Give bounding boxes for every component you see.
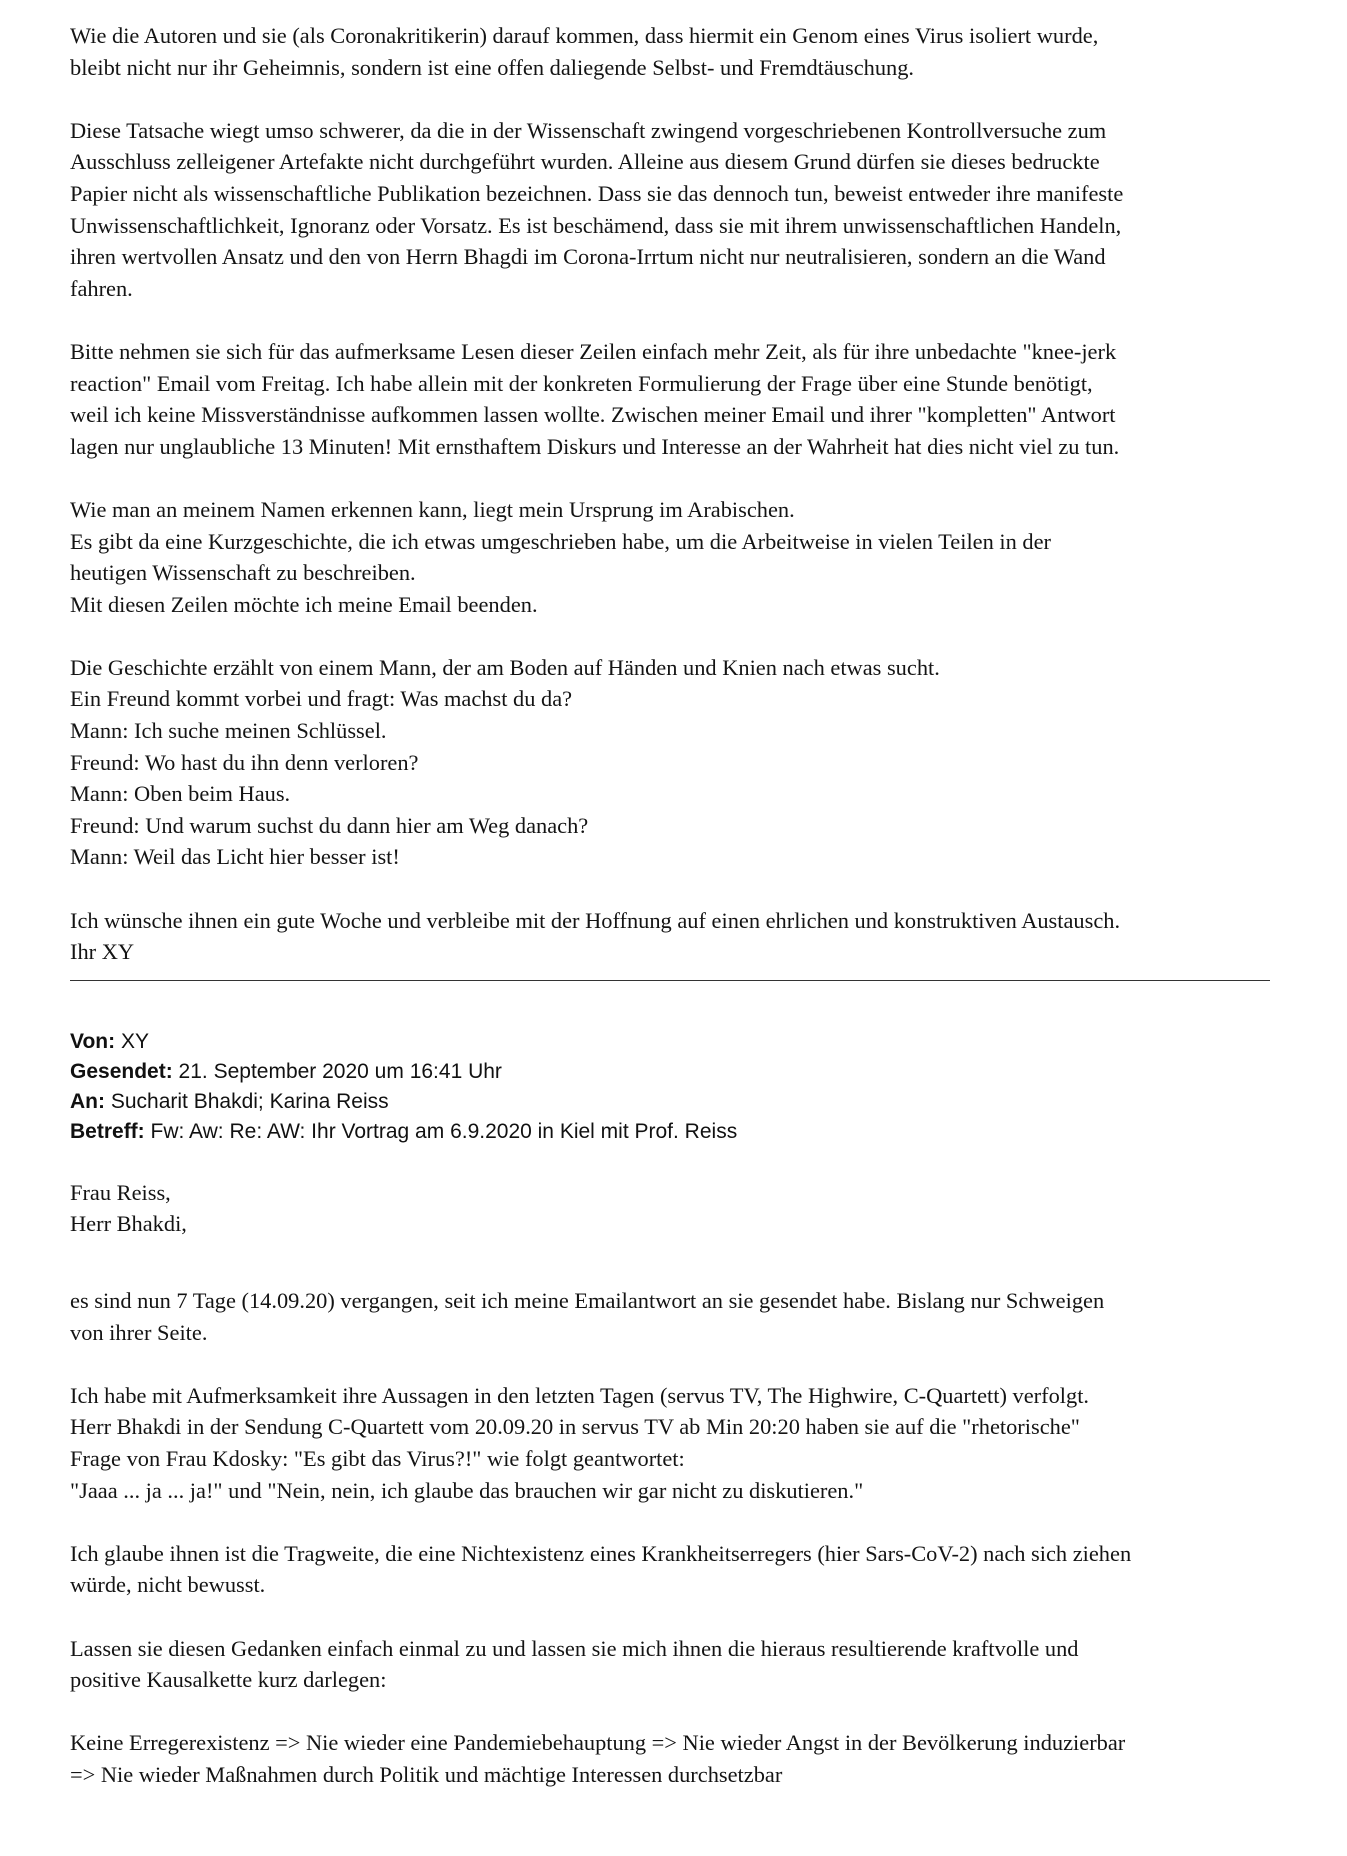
text-line: Es gibt da eine Kurzgeschichte, die ich etwas umgeschrieben habe, um die Arbeitweise in vielen Teilen in der: [70, 528, 1052, 554]
text-line: Die Geschichte erzählt von einem Mann, der am Boden auf Händen und Knien nach etwas sucht.: [70, 654, 940, 680]
text-line: würde, nicht bewusst.: [70, 1572, 266, 1598]
paragraph: [70, 115, 1300, 305]
text-line: Freund: Wo hast du ihn denn verloren?: [70, 749, 419, 775]
text-line: es sind nun 7 Tage (14.09.20) vergangen, seit ich meine Emailantwort an sie gesendet habe. Bislang nur Schweigen: [70, 1288, 1105, 1313]
text-line: von ihrer Seite.: [70, 1319, 208, 1345]
paragraph: [70, 494, 1300, 620]
header-from-label: Von:: [70, 1029, 116, 1053]
header-subject-label: Betreff:: [70, 1119, 145, 1143]
text-line: weil ich keine Missverständnisse aufkommen lassen wollte. Zwischen meiner Email und ihrer "kompletten" Antwort: [70, 402, 1116, 428]
paragraph: [70, 1538, 1300, 1601]
text-line: Wie man an meinem Namen erkennen kann, liegt mein Ursprung im Arabischen.: [70, 496, 795, 522]
text-line: Diese Tatsache wiegt umso schwerer, da die in der Wissenschaft zwingend vorgeschriebenen Kontrollversuche zum: [70, 117, 1107, 143]
text-line: Ein Freund kommt vorbei und fragt: Was machst du da?: [70, 686, 573, 712]
text-line: Freund: Und warum suchst du dann hier am Weg danach?: [70, 812, 589, 838]
text-line: lagen nur unglaubliche 13 Minuten! Mit ernsthaftem Diskurs und Interesse an der Wahrheit hat dies nicht viel zu tun.: [70, 433, 1120, 459]
text-line: Herr Bhakdi in der Sendung C-Quartett vom 20.09.20 in servus TV ab Min 20:20 haben sie auf die "rhetorische": [70, 1414, 1080, 1440]
text-line: Ich habe mit Aufmerksamkeit ihre Aussagen in den letzten Tagen (servus TV, The Highwire, C-Quartett) verfolgt.: [70, 1382, 1090, 1408]
text-line: reaction" Email vom Freitag. Ich habe allein mit der konkreten Formulierung der Frage über eine Stunde benötigt,: [70, 370, 1093, 396]
text-line: Mann: Oben beim Haus.: [70, 781, 291, 807]
header-sent: [70, 1057, 1300, 1087]
paragraph: [70, 1727, 1300, 1790]
text-line: ihren wertvollen Ansatz und den von Herrn Bhagdi im Corona-Irrtum nicht nur neutralisieren, sondern an die Wand: [70, 244, 1106, 270]
text-line: Frau Reiss,: [70, 1179, 171, 1205]
forwarded-email-header: [70, 1027, 1300, 1147]
paragraph: [70, 1633, 1300, 1696]
header-sent-label: Gesendet:: [70, 1059, 173, 1083]
signature: Ihr XY: [70, 939, 135, 965]
text-line: Herr Bhakdi,: [70, 1211, 187, 1237]
header-to-label: An:: [70, 1089, 105, 1113]
text-line: Keine Erregerexistenz => Nie wieder eine Pandemiebehauptung => Nie wieder Angst in der Bevölkerung induzierbar: [70, 1730, 1126, 1756]
text-line: Papier nicht als wissenschaftliche Publikation bezeichnen. Dass sie das dennoch tun, beweist entweder ihre manifeste: [70, 180, 1124, 206]
text-line: Ich glaube ihnen ist die Tragweite, die eine Nichtexistenz eines Krankheitserregers (hier Sars-CoV-2) nach sich ziehen: [70, 1540, 1132, 1566]
text-line: bleibt nicht nur ihr Geheimnis, sondern ist eine offen daliegende Selbst- und Fremdtäuschung.: [70, 54, 915, 80]
text-line: Unwissenschaftlichkeit, Ignoranz oder Vorsatz. Es ist beschämend, dass sie mit ihrem unwissenschaftlichen Handeln,: [70, 212, 1122, 238]
paragraph: [70, 20, 1300, 83]
text-line: Bitte nehmen sie sich für das aufmerksame Lesen dieser Zeilen einfach mehr Zeit, als für ihre unbedachte "knee-jerk: [70, 338, 1117, 364]
text-line: Mann: Ich suche meinen Schlüssel.: [70, 718, 387, 744]
text-line: Wie die Autoren und sie (als Coronakritikerin) darauf kommen, dass hiermit ein Genom eines Virus isoliert wurde,: [70, 23, 1099, 48]
email-body-bottom: [70, 1177, 1300, 1791]
text-line: fahren.: [70, 275, 133, 301]
header-subject-value: Fw: Aw: Re: AW: Ihr Vortrag am 6.9.2020 in Kiel mit Prof. Reiss: [150, 1119, 738, 1143]
closing-paragraph: [70, 905, 1300, 968]
paragraph: [70, 1285, 1300, 1348]
email-body-top: [70, 20, 1300, 968]
text-line: => Nie wieder Maßnahmen durch Politik und mächtige Interessen durchsetzbar: [70, 1761, 783, 1787]
text-line: Ich wünsche ihnen ein gute Woche und verbleibe mit der Hoffnung auf einen ehrlichen und konstruktiven Austausch.: [70, 907, 1121, 933]
paragraph: [70, 1380, 1300, 1506]
greeting: [70, 1177, 1300, 1240]
paragraph: [70, 336, 1300, 462]
header-subject: [70, 1117, 1300, 1147]
header-to: [70, 1087, 1300, 1117]
text-line: positive Kausalkette kurz darlegen:: [70, 1667, 387, 1693]
text-line: Ausschluss zelleigener Artefakte nicht durchgeführt wurden. Alleine aus diesem Grund dürfen sie dieses bedruckte: [70, 149, 1100, 175]
paragraph: [70, 652, 1300, 873]
text-line: Mann: Weil das Licht hier besser ist!: [70, 844, 400, 870]
text-line: heutigen Wissenschaft zu beschreiben.: [70, 560, 416, 586]
header-from: [70, 1027, 1300, 1057]
header-from-value: XY: [120, 1029, 149, 1053]
text-line: Mit diesen Zeilen möchte ich meine Email beenden.: [70, 591, 538, 617]
text-line: "Jaaa ... ja ... ja!" und "Nein, nein, ich glaube das brauchen wir gar nicht zu diskutieren.": [70, 1477, 864, 1503]
header-to-value: Sucharit Bhakdi; Karina Reiss: [110, 1089, 389, 1113]
header-sent-value: 21. September 2020 um 16:41 Uhr: [178, 1059, 502, 1083]
text-line: Lassen sie diesen Gedanken einfach einmal zu und lassen sie mich ihnen die hieraus resultierende kraftvolle und: [70, 1635, 1079, 1661]
text-line: Frage von Frau Kdosky: "Es gibt das Virus?!" wie folgt geantwortet:: [70, 1445, 685, 1471]
email-document: [70, 20, 1300, 1791]
separator-rule: [70, 980, 1270, 981]
